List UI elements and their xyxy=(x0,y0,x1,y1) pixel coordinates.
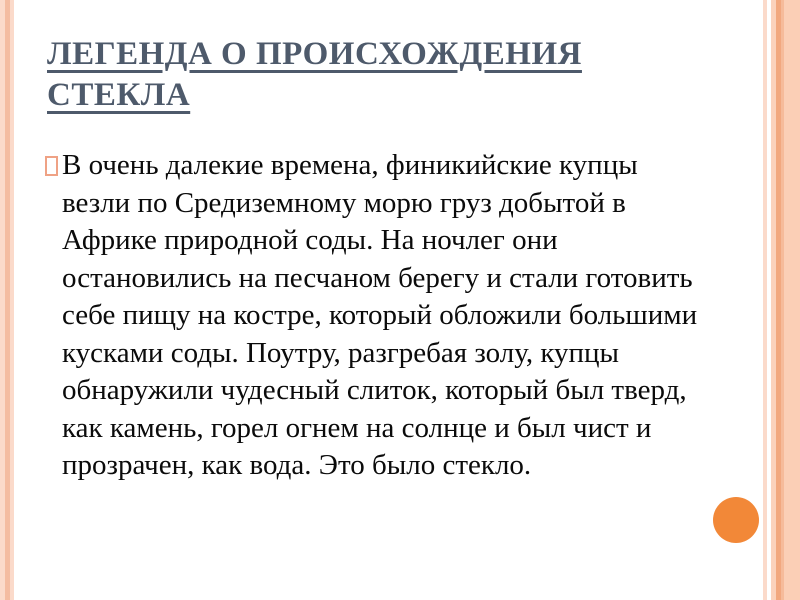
bullet-paragraph: В очень далекие времена, финикийские купцы везли по Средиземному морю груз добытой в Африке природной соды. На ночлег они остановились на песчаном берегу и стали готовить себе пищу на костре, который обложили большими кусками соды. Поутру, разгребая золу, купцы обнаружили чудесный слиток, который был тверд, как камень, горел огнем на солнце и был чист и прозрачен, как вода. Это было стекло. xyxy=(62,149,698,481)
slide-body xyxy=(40,147,702,485)
slide-title xyxy=(47,34,687,116)
right-accent-stripe xyxy=(763,0,767,600)
left-accent-bar xyxy=(0,0,14,600)
square-bullet-icon xyxy=(45,156,58,176)
right-accent-band xyxy=(771,0,800,600)
orange-circle-decoration xyxy=(713,497,759,543)
slide-title-line-1: ЛЕГЕНДА О ПРОИСХОЖДЕНИЯ xyxy=(47,36,582,72)
slide-title-line-2: СТЕКЛА xyxy=(47,77,191,113)
